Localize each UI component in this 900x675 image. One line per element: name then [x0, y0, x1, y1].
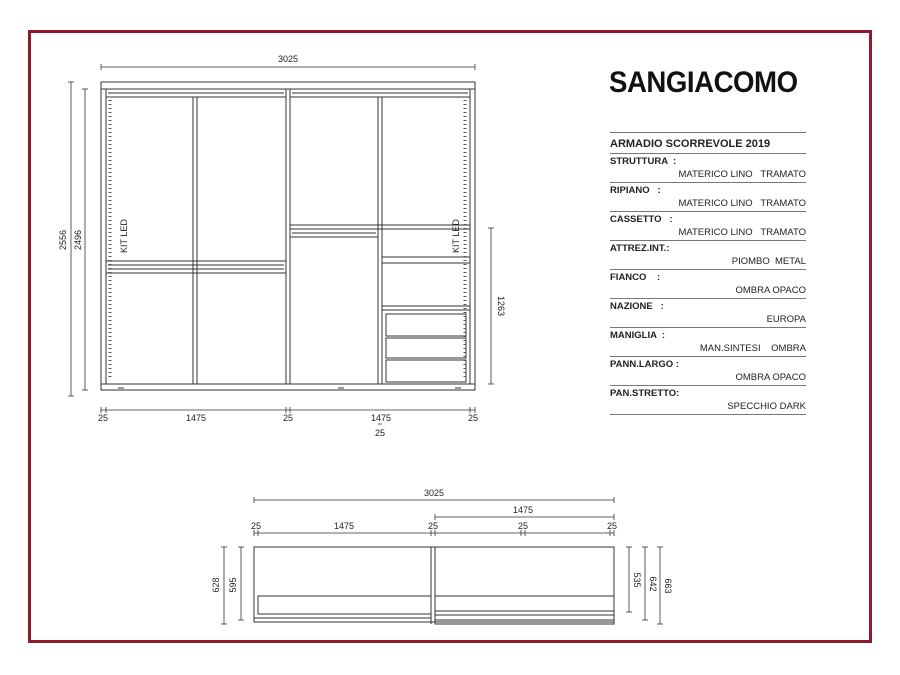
- spec-label: PANN.LARGO :: [610, 359, 679, 370]
- spec-row: [610, 299, 806, 328]
- front-inner-height: 2496: [73, 229, 83, 251]
- plan-door-width: 1475: [512, 505, 534, 515]
- spec-title: ARMADIO SCORREVOLE 2019: [610, 132, 806, 154]
- spec-label: MANIGLIA :: [610, 330, 666, 341]
- plan-dim-0: 25: [250, 521, 262, 531]
- plan-depth-595: 595: [228, 577, 238, 593]
- plan-view: [254, 547, 614, 624]
- spec-value: OMBRA OPACO: [735, 372, 806, 383]
- spec-value: OMBRA OPACO: [735, 285, 806, 296]
- spec-table: [610, 132, 806, 415]
- spec-label: STRUTTURA :: [610, 156, 677, 167]
- front-right-height: 1263: [496, 295, 506, 317]
- plan-dim-2: 25: [427, 521, 439, 531]
- spec-row: [610, 241, 806, 270]
- spec-label: PAN.STRETTO:: [610, 388, 680, 399]
- spec-value: SPECCHIO DARK: [727, 401, 806, 412]
- front-dimension-lines: [68, 64, 494, 424]
- front-center-gap: 25: [374, 428, 386, 438]
- spec-row: [610, 386, 806, 415]
- brand-logo: SANGIACOMO: [609, 66, 798, 99]
- spec-row: [610, 154, 806, 183]
- spec-value: PIOMBO METAL: [731, 256, 806, 267]
- plan-dimension-lines: [221, 497, 663, 624]
- spec-label: CASSETTO :: [610, 214, 673, 225]
- front-dim-0: 25: [97, 413, 109, 423]
- front-total-width: 3025: [277, 54, 299, 64]
- spec-row: [610, 183, 806, 212]
- top-panel: [101, 82, 475, 89]
- plan-depth-663: 663: [663, 578, 673, 594]
- spec-label: FIANCO :: [610, 272, 661, 283]
- spec-value: MATERICO LINO TRAMATO: [678, 198, 806, 209]
- front-dim-1: 1475: [185, 413, 207, 423]
- spec-label: RIPIANO :: [610, 185, 661, 196]
- plan-depth-535: 535: [632, 572, 642, 588]
- led-label-right: KIT LED: [451, 219, 461, 253]
- spec-value: MAN.SINTESI OMBRA: [699, 343, 806, 354]
- spec-row: [610, 328, 806, 357]
- spec-value: MATERICO LINO TRAMATO: [678, 227, 806, 238]
- cabinet-outline: [101, 82, 475, 390]
- front-dim-2: 25: [282, 413, 294, 423]
- spec-value: EUROPA: [766, 314, 806, 325]
- spec-row: [610, 212, 806, 241]
- spec-label: ATTREZ.INT.:: [610, 243, 670, 254]
- led-label-left: KIT LED: [119, 219, 129, 253]
- plan-dim-1: 1475: [333, 521, 355, 531]
- plan-depth-642: 642: [648, 576, 658, 592]
- front-dim-4: 25: [467, 413, 479, 423]
- spec-value: MATERICO LINO TRAMATO: [678, 169, 806, 180]
- plan-depth-628: 628: [211, 577, 221, 593]
- front-dim-3: 1475: [370, 413, 392, 423]
- front-elevation: [101, 82, 475, 390]
- plan-total-width: 3025: [423, 488, 445, 498]
- spec-row: [610, 357, 806, 386]
- front-total-height: 2556: [58, 229, 68, 251]
- plan-dim-3: 25: [517, 521, 529, 531]
- spec-row: [610, 270, 806, 299]
- spec-label: NAZIONE :: [610, 301, 664, 312]
- plan-dim-4: 25: [606, 521, 618, 531]
